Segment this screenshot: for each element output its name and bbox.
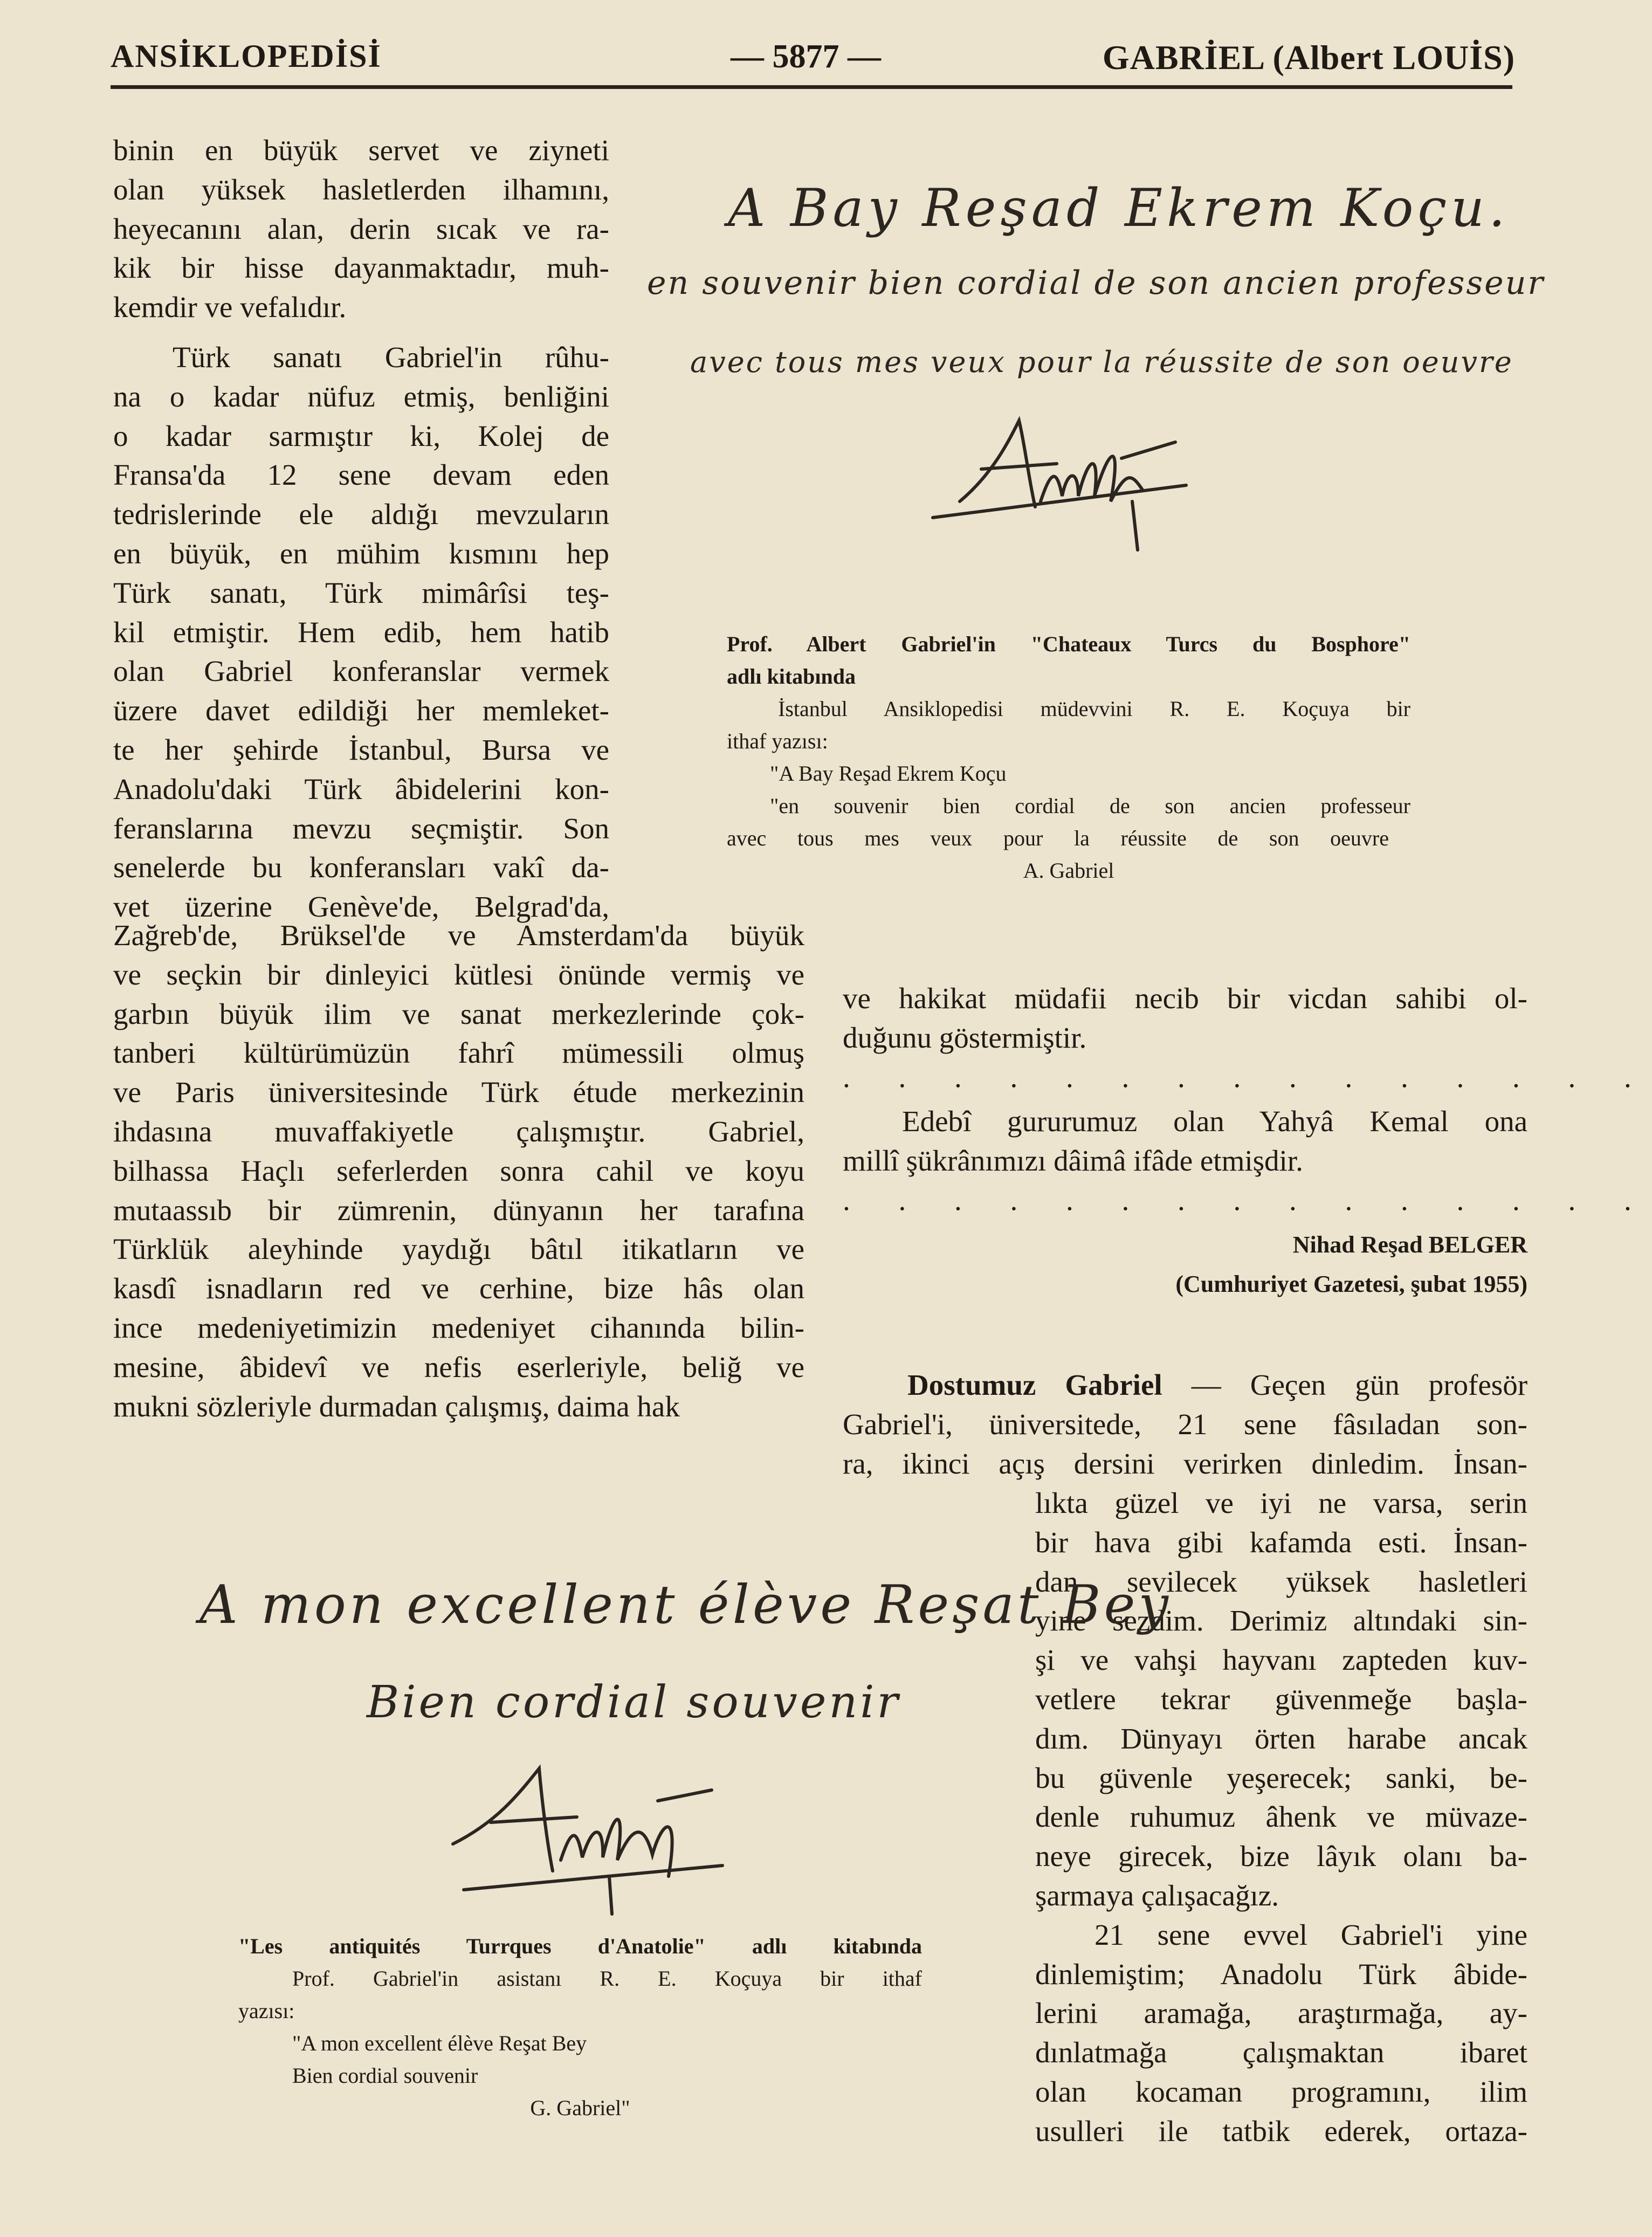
right-p1-line1: ve hakikat müdafii necib bir vicdan sahibi ol- (843, 982, 1527, 1015)
right-col-line: usulleri ile tatbik ederek, ortaza- (1035, 2114, 1527, 2147)
article-source: (Cumhuriyet Gazetesi, şubat 1955) (1175, 1270, 1527, 1297)
right-col-line: yine sezdim. Derimiz altındaki sin- (1035, 1604, 1527, 1637)
dedication-handwriting-2-line1: A mon excellent élève Reşat Bey (199, 1574, 1172, 1636)
separator-dots-2: . . . . . . . . . . . . . . . (843, 1183, 1652, 1216)
caption-2 (238, 1930, 922, 2124)
right-col-line: 21 sene evvel Gabriel'i yine (1095, 1918, 1527, 1951)
right-col-line: denle ruhumuz âhenk ve müvaze- (1035, 1800, 1527, 1834)
section-lead-rest: — Geçen gün profesör (1191, 1368, 1528, 1401)
right-col-line: dan sevilecek yüksek hasletleri (1035, 1565, 1527, 1598)
caption-1-line3: "A Bay Reşad Ekrem Koçu (770, 761, 1007, 786)
left-col-line: mutaassıb bir zümrenin, dünyanın her tarafına (113, 1193, 804, 1227)
left-col-line: olan Gabriel konferanslar vermek (113, 655, 609, 688)
right-col-line: lıkta güzel ve iyi ne varsa, serin (1035, 1486, 1527, 1519)
left-col-line: kemdir ve vefalıdır. (113, 291, 347, 324)
right-col-line: bir hava gibi kafamda esti. İnsan- (1035, 1525, 1527, 1559)
left-col-line: ihdasına muvaffakiyetle çalışmıştır. Gabriel, (113, 1114, 804, 1148)
left-col-line: bilhassa Haçlı seferlerden sonra cahil ve koyu (113, 1154, 804, 1187)
left-col-line: ince medeniyetimizin medeniyet cihanında bilin- (113, 1311, 804, 1344)
left-col-line: mukni sözleriyle durmadan çalışmış, daima hak (113, 1389, 680, 1423)
right-col-line: dinlemiştim; Anadolu Türk âbide- (1035, 1957, 1527, 1991)
caption-1-line1: İstanbul Ansiklopedisi müdevvini R. E. Koçuya bir (778, 697, 1410, 721)
left-col-line: üzere davet edildiği her memleket- (113, 694, 609, 727)
left-col-line: te her şehirde İstanbul, Bursa ve (113, 733, 609, 766)
right-col-line: lerini aramağa, araştırmağa, ay- (1035, 1997, 1527, 2030)
right-col-line: Gabriel'i, üniversitede, 21 sene fâsıladan son- (843, 1407, 1527, 1441)
dedication-handwriting-1-line2: en souvenir bien cordial de son ancien professeur (647, 264, 1545, 302)
left-col-line: binin en büyük servet ve ziyneti (113, 134, 609, 167)
caption-1-title2: adlı kitabında (727, 664, 856, 689)
left-col-line: kasdî isnadların red ve cerhine, bize hâs olan (113, 1272, 804, 1305)
article-author: Nihad Reşad BELGER (1292, 1231, 1527, 1258)
left-col-line: Fransa'da 12 sene devam eden (113, 458, 609, 492)
running-head-left: ANSİKLOPEDİSİ (111, 38, 382, 74)
right-col-line: dınlatmağa çalışmaktan ibaret (1035, 2036, 1527, 2069)
left-col-line: Anadolu'daki Türk âbidelerini kon- (113, 772, 609, 806)
right-column-top (843, 979, 1652, 1304)
right-col-line: vetlere tekrar güvenmeğe başla- (1035, 1682, 1527, 1716)
left-col-line: Zağreb'de, Brüksel'de ve Amsterdam'da büyük (113, 919, 804, 952)
right-col-line: dım. Dünyayı örten harabe ancak (1035, 1722, 1527, 1755)
caption-1-line4: "en souvenir bien cordial de son ancien professeur (770, 794, 1410, 818)
caption-2-title: "Les antiquités Turrques d'Anatolie" adlı kitabında (238, 1934, 922, 1958)
caption-2-line3: "A mon excellent élève Reşat Bey (292, 2031, 587, 2055)
left-col-line: ve seçkin bir dinleyici kütlesi önünde vermiş ve (113, 958, 804, 991)
caption-1 (727, 628, 1410, 887)
left-col-line: garbın büyük ilim ve sanat merkezlerinde çok- (113, 997, 804, 1030)
section-lead-bold: Dostumuz Gabriel (907, 1368, 1162, 1401)
signature-1 (917, 410, 1197, 555)
left-col-line: tedrislerinde ele aldığı mevzuların (113, 498, 609, 531)
left-col-line: vet üzerine Genève'de, Belgrad'da, (113, 890, 609, 924)
caption-1-title: Prof. Albert Gabriel'in "Chateaux Turcs du Bosphore" (727, 632, 1410, 656)
left-col-line: kil etmiştir. Hem edib, hem hatib (113, 615, 609, 649)
dedication-handwriting-2-line2: Bien cordial souvenir (367, 1677, 901, 1728)
section-lead (843, 1366, 1527, 1405)
header-rule (111, 85, 1512, 89)
caption-2-line1: Prof. Gabriel'in asistanı R. E. Koçuya bir ithaf (292, 1966, 922, 1991)
left-col-line: olan yüksek hasletlerden ilhamını, (113, 173, 609, 206)
caption-2-line2: yazısı: (238, 1999, 295, 2023)
left-col-line: en büyük, en mühim kısmını hep (113, 536, 609, 570)
right-col-line: bu güvenle yeşerecek; sanki, be- (1035, 1761, 1527, 1794)
left-col-line: kik bir hisse dayanmaktadır, muh- (113, 251, 609, 285)
dedication-handwriting-1-line3: avec tous mes veux pour la réussite de son oeuvre (690, 345, 1513, 379)
left-col-line: o kadar sarmıştır ki, Kolej de (113, 419, 609, 452)
signature-2 (431, 1758, 733, 1919)
caption-1-line5: avec tous mes veux pour la réussite de son oeuvre (727, 826, 1389, 850)
page-number: — 5877 — (731, 38, 881, 75)
left-col-line: heyecanını alan, derin sıcak ve ra- (113, 212, 609, 245)
left-col-line: Türk sanatı, Türk mimârîsi teş- (113, 576, 609, 609)
left-col-line: ve Paris üniversitesinde Türk étude merkezinin (113, 1076, 804, 1109)
right-p2-line2: millî şükrânımızı dâimâ ifâde etmişdir. (843, 1144, 1303, 1178)
left-column (113, 131, 609, 927)
right-p1-line2: duğunu göstermiştir. (843, 1021, 1087, 1054)
right-p2-line1: Edebî gururumuz olan Yahyâ Kemal ona (902, 1105, 1527, 1138)
right-col-line: neye girecek, bize lâyık olanı ba- (1035, 1840, 1527, 1873)
left-column-wide (113, 916, 804, 1426)
left-col-line: senelerde bu konferansları vakî da- (113, 851, 609, 884)
right-column-bottom (843, 1366, 1527, 1483)
left-col-line: na o kadar nüfuz etmiş, benliğini (113, 380, 609, 413)
separator-dots-1: . . . . . . . . . . . . . . . (843, 1060, 1652, 1093)
caption-1-line6: A. Gabriel (1023, 858, 1114, 883)
right-col-line: ra, ikinci açış dersini verirken dinledim. İnsan- (843, 1447, 1527, 1480)
left-col-line: Türk sanatı Gabriel'in rûhu- (173, 340, 609, 374)
running-head-right: GABRİEL (Albert LOUİS) (1102, 38, 1515, 77)
left-col-line: Türklük aleyhinde yaydığı bâtıl itikatların ve (113, 1233, 804, 1266)
right-col-line: şarmaya çalışacağız. (1035, 1878, 1279, 1912)
caption-1-line2: ithaf yazısı: (727, 729, 828, 753)
left-col-line: tanberi kültürümüzün fahrî mümessili olmuş (113, 1036, 804, 1070)
left-col-line: mesine, âbidevî ve nefis eserleriyle, beliğ ve (113, 1350, 804, 1384)
left-col-line: feranslarına mevzu seçmiştir. Son (113, 811, 609, 845)
caption-2-line5: G. Gabriel" (530, 2096, 630, 2120)
right-col-line: şi ve vahşi hayvanı zapteden kuv- (1035, 1643, 1527, 1677)
dedication-handwriting-1-line1: A Bay Reşad Ekrem Koçu. (728, 178, 1510, 238)
caption-2-line4: Bien cordial souvenir (292, 2063, 478, 2088)
right-col-line: olan kocaman programını, ilim (1035, 2075, 1527, 2108)
